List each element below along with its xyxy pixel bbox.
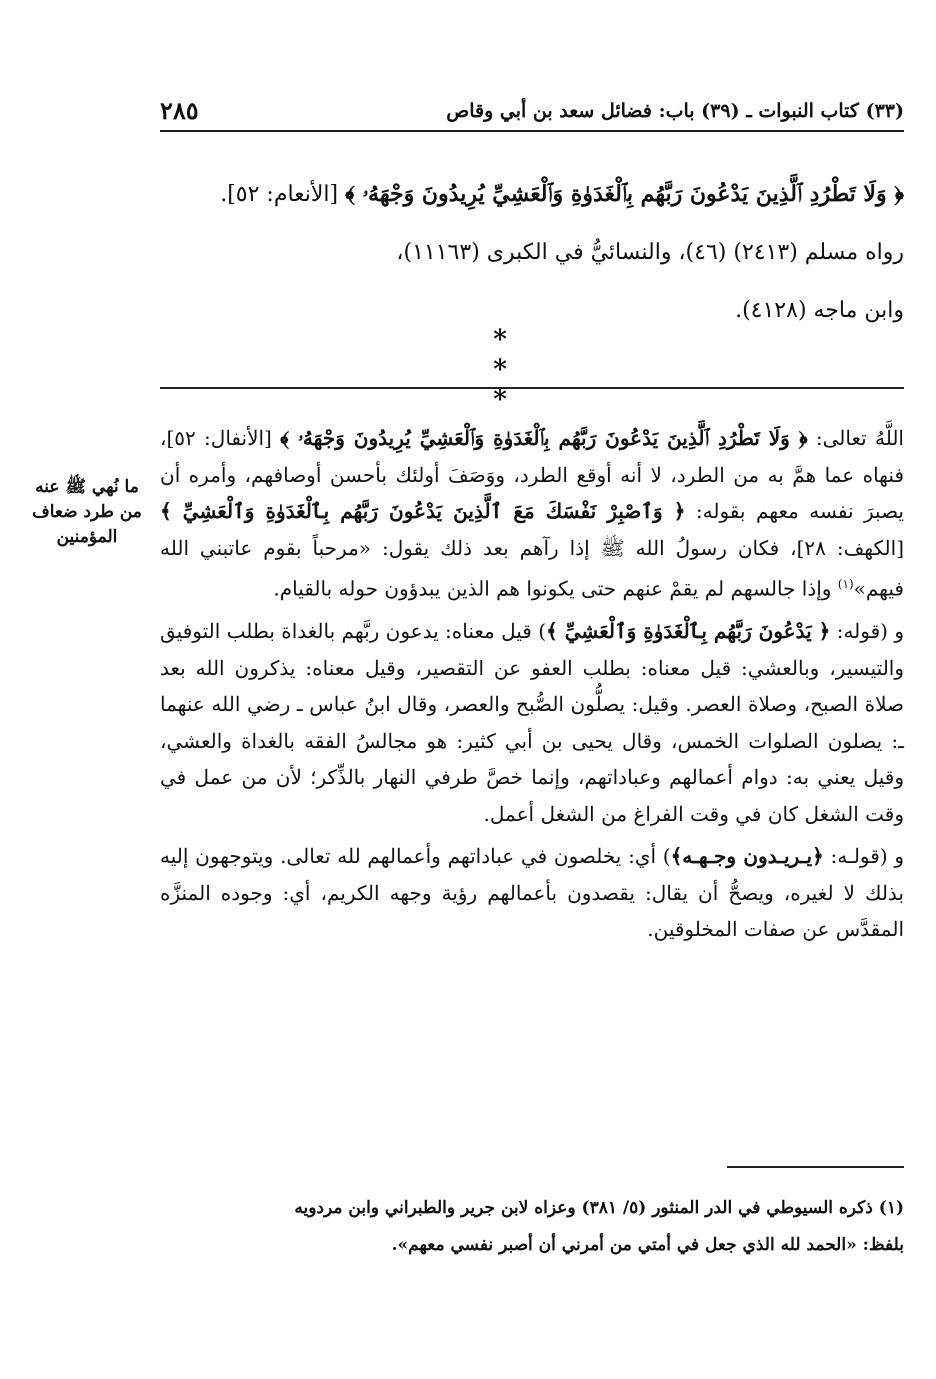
- footnote-rule: [727, 1166, 904, 1168]
- margin-heading: ما نُهي ﷺ عنه من طرد ضعاف المؤمنين: [32, 477, 142, 547]
- quran-verse: ﴿ وَلَا تَطْرُدِ ٱلَّذِينَ يَدْعُونَ رَبَّهُم بِٱلْغَدَوٰةِ وَٱلْعَشِيِّ يُرِيدُونَ وَجْهَهُۥ ﴾: [345, 181, 904, 207]
- quran-verse: ﴿ وَلَا تَطْرُدِ ٱلَّذِينَ يَدْعُونَ رَبَّهُم بِٱلْغَدَوٰةِ وَٱلْعَشِيِّ يُرِيدُونَ وَجْهَهُۥ ﴾: [280, 426, 808, 450]
- narration-line-2: وابن ماجه (٤١٢٨).: [735, 298, 904, 323]
- chapter-title: (٣٣) كتاب النبوات ـ (٣٩) باب: فضائل سعد بن أبي وقاص: [446, 100, 904, 122]
- header-rule: [160, 130, 904, 132]
- hadith-block: [160, 165, 904, 340]
- verse-reference: [الأنعام: ٥٢].: [220, 182, 339, 207]
- text-run: ) أي: يخلصون في عباداتهم وأعمالهم لله تعالى. ويتوجهون إليه بذلك لا لغيره، ويصحُّ أن يقال: يقصدون بأعمالهم رؤية وجهه الكريم، أي: وجوده المنزَّه المقدَّس عن صفات المخلوقين.: [160, 844, 905, 942]
- page-number: ٢٨٥: [160, 96, 199, 125]
- quran-verse: ﴿ يَدْعُونَ رَبَّهُم بِٱلْغَدَوٰةِ وَٱلْعَشِيِّ ﴾: [546, 619, 831, 644]
- paragraph-2: [160, 613, 904, 832]
- text-run: [الكهف: ٢٨]، فكان رسولُ الله ﷺ إذا رآهم بعد ذلك يقول: «مرحباً بقوم عاتبني الله فيهم»: [160, 535, 905, 601]
- text-run: [الأنفال: ٥٢]، فنهاه عما همَّ به من الطرد، لا أنه أوقع الطرد، ووَصَفَ أولئك بأحسن أوصافهم، وأمره أن يصبرَ نفسه معهم بقوله:: [160, 426, 904, 523]
- quran-verse: ﴿يـريـدون وجـهـه﴾: [670, 844, 824, 869]
- footnote-marker[interactable]: (١): [837, 577, 854, 591]
- paragraph-1: [160, 420, 904, 607]
- footnote-line-1: (١) ذكره السيوطي في الدر المنثور (٥/ ٣٨١) وعزاه لابن جرير والطبراني وابن مردويه: [294, 1198, 904, 1218]
- text-run: وإذا جالسهم لم يقمْ عنهم حتى يكونوا هم الذين يبدؤون حوله بالقيام.: [273, 576, 838, 601]
- quran-verse: ﴿ وَٱصْبِرْ نَفْسَكَ مَعَ ٱلَّذِينَ يَدْعُونَ رَبَّهُم بِٱلْغَدَوٰةِ وَٱلْعَشِيِّ ﴾: [160, 499, 686, 523]
- section-separator-stars: * * *: [493, 325, 567, 415]
- commentary-rule: [160, 387, 904, 389]
- footnote: [160, 1190, 904, 1264]
- narration-line-1: رواه مسلم (٢٤١٣) (٤٦)، والنسائيُّ في الكبرى (١١١٦٣)،: [396, 240, 904, 265]
- commentary: [160, 420, 904, 948]
- text-run: ) قيل معناه: يدعون ربَّهم بالغداة بطلب التوفيق والتيسير، وبالعشي: قيل معناه: بطلب العفو عن التقصير، وقيل معناه: يذكرون الله بعد صلاة الصبح، وصلاة العصر. وقيل: يصلُّون الصُّبح والعصر، وقال ابنُ عباس ـ رضي الله عنهما ـ: يصلون الصلوات الخمس، وقال يحيى بن أبي كثير: هو مجالسُ الفقه بالغداة والعشي، وقيل يعني به: دوام أعمالهم وعباداتهم، وإنما خصَّ طرفي النهار بالذِّكر؛ لأن من عمل في وقت الشغل كان في وقت الفراغ من الشغل أعمل.: [160, 619, 904, 826]
- text-run: و (قوله:: [830, 619, 904, 644]
- footnote-line-2: بلفظ: «الحمد لله الذي جعل في أمتي من أمرني أن أصبر نفسي معهم».: [391, 1235, 904, 1255]
- running-header: [160, 92, 904, 132]
- verse-line: [160, 165, 904, 224]
- text-run: اللَّهُ تعالى:: [807, 426, 904, 450]
- text-run: و (قولـه:: [823, 844, 905, 869]
- paragraph-3: [160, 838, 904, 948]
